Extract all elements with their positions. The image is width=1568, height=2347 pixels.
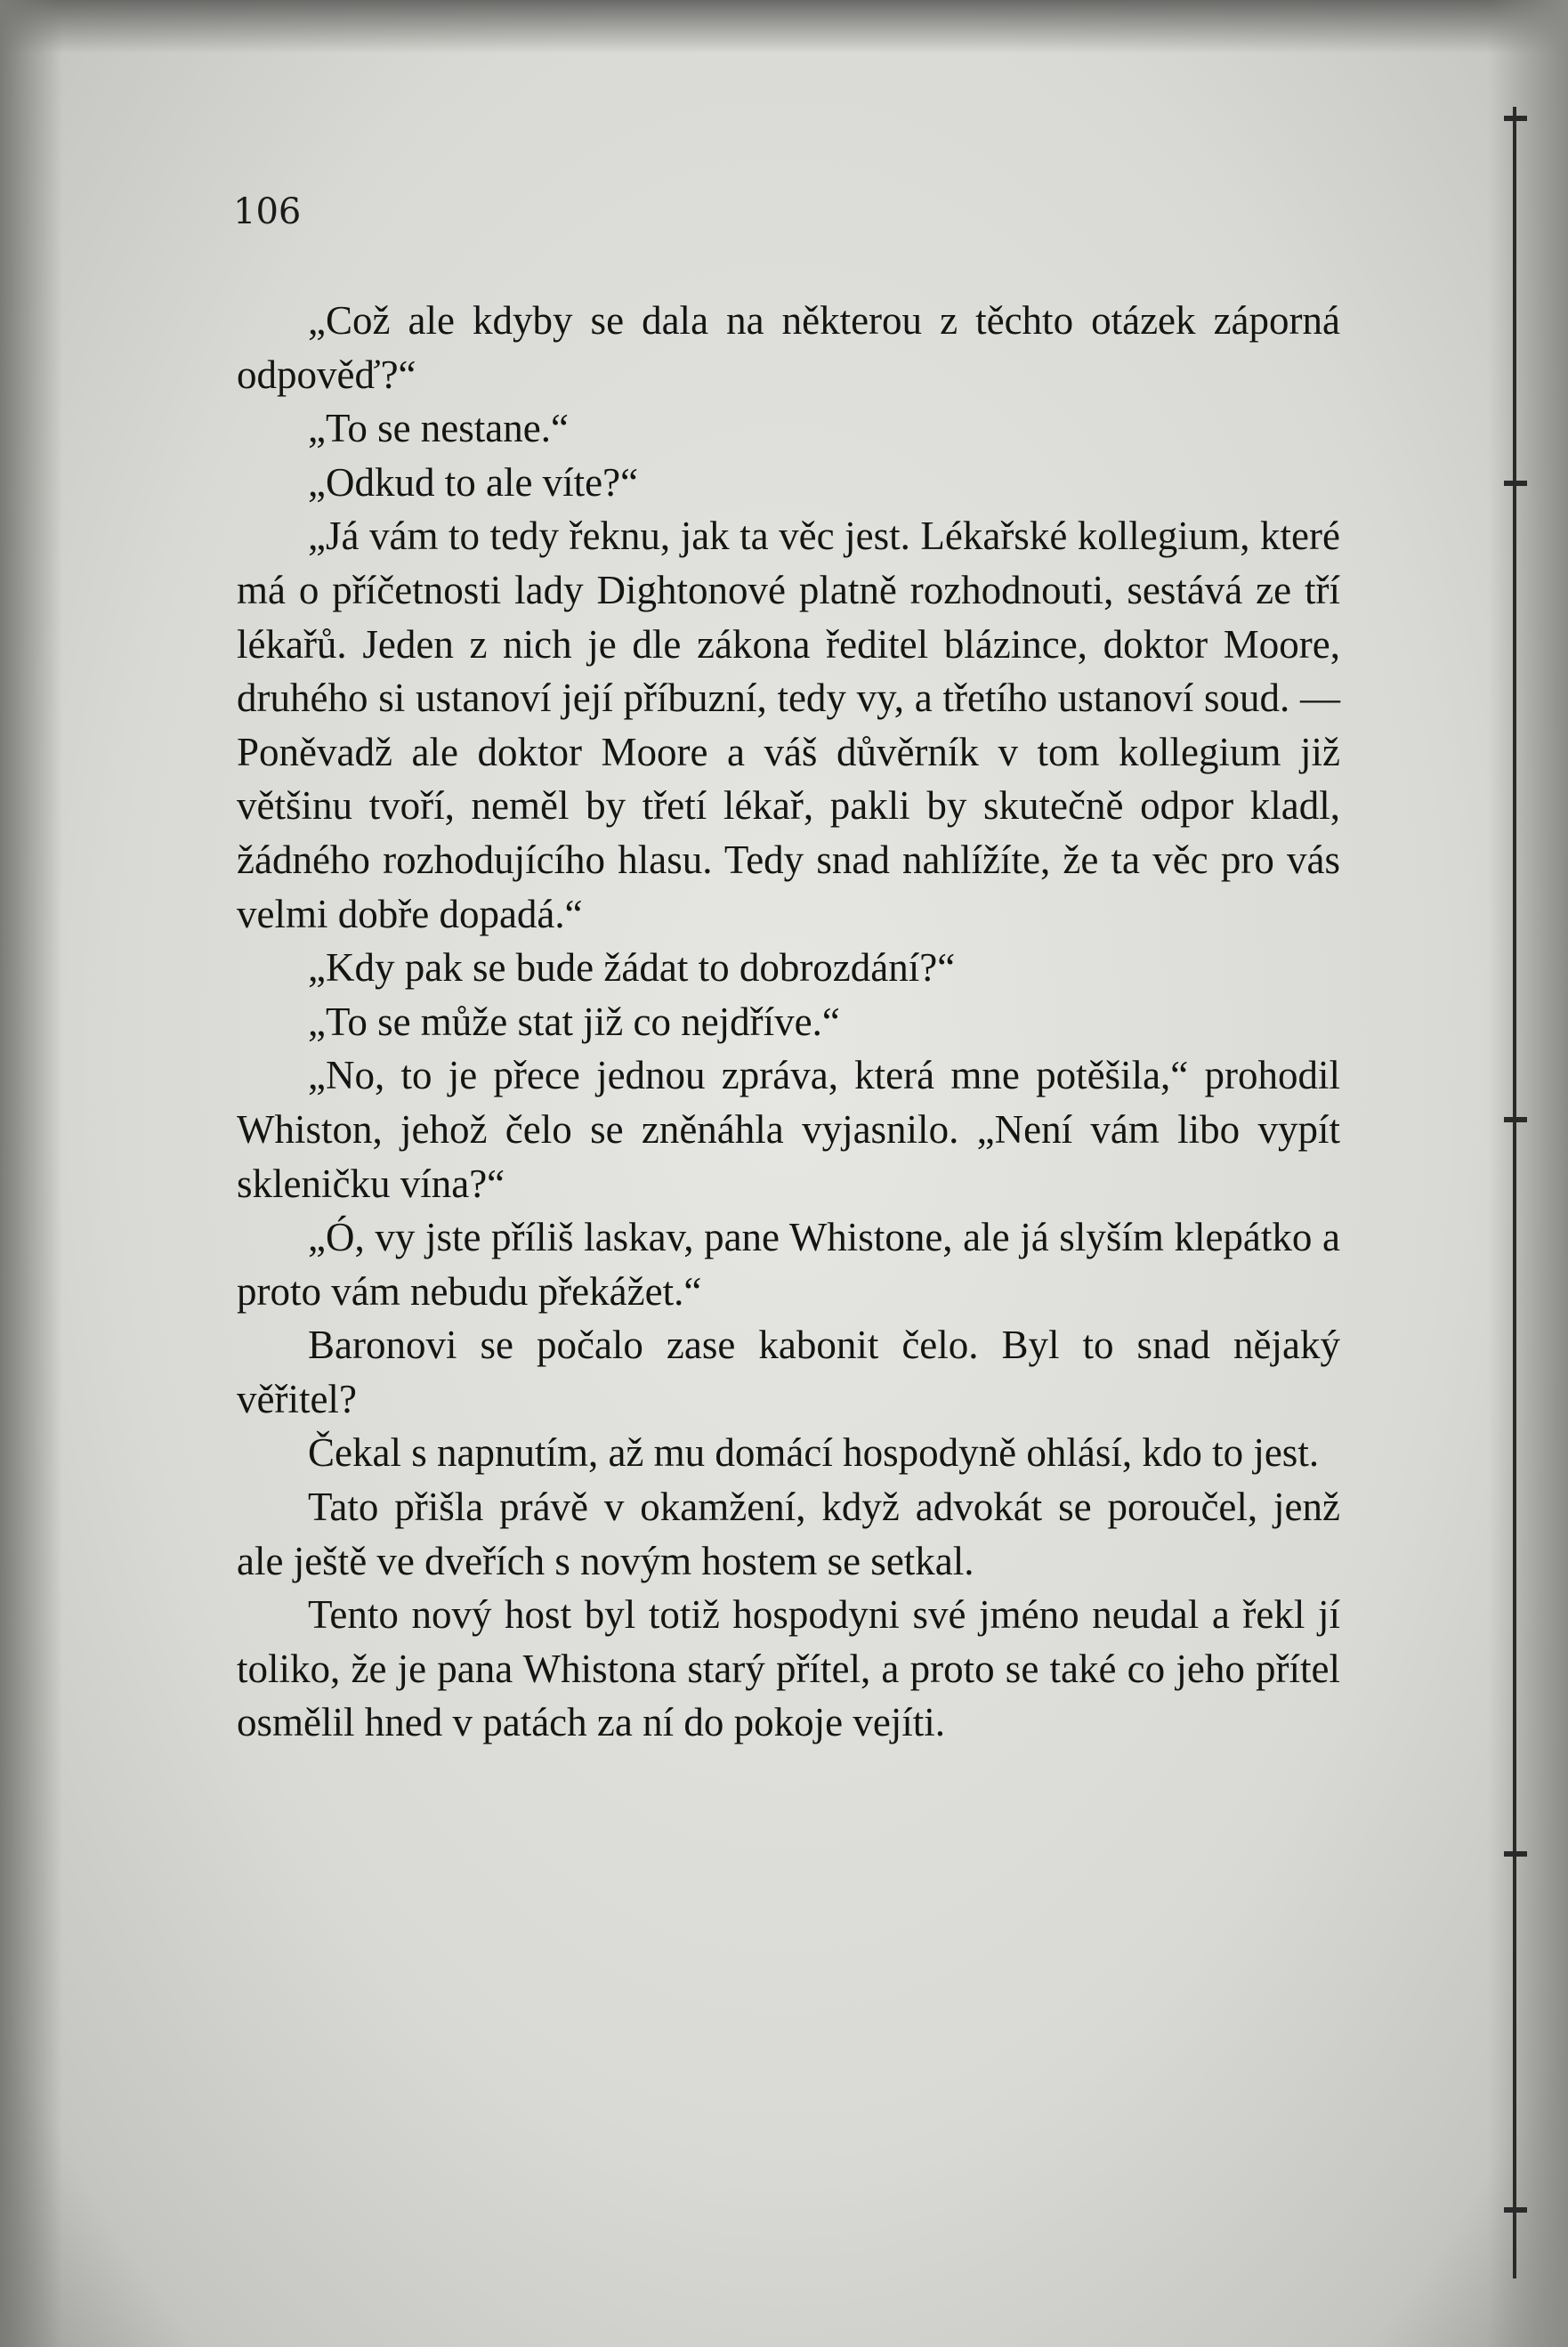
binding-mark: [1504, 116, 1527, 121]
paragraph: Tento nový host byl totiž hospodyni své jméno neudal a řekl jí toliko, že je pana Whistona starý přítel, a proto se také co jeho přítel osmělil hned v patách za ní do pokoje vejíti.: [237, 1592, 1340, 1745]
paragraph: „Kdy pak se bude žádat to dobrozdání?“: [308, 945, 956, 991]
binding-edge: [1513, 107, 1516, 2278]
body-text: [237, 294, 1340, 1750]
page-number: 106: [233, 191, 302, 232]
binding-mark: [1504, 1851, 1527, 1857]
paragraph: Čekal s napnutím, až mu domácí hospodyně ohlásí, kdo to jest.: [308, 1430, 1320, 1476]
paragraph: „No, to je přece jednou zpráva, která mne potěšila,“ prohodil Whiston, jehož čelo se zněnáhla vyjasnilo. „Není vám libo vypít skleničku vína?“: [237, 1053, 1340, 1206]
paragraph: „To se může stat již co nejdříve.“: [308, 999, 840, 1044]
paragraph: Tato přišla právě v okamžení, když advokát se poroučel, jenž ale ještě ve dveřích s novým hostem se setkal.: [237, 1485, 1340, 1583]
binding-mark: [1504, 2207, 1527, 2213]
binding-mark: [1504, 481, 1527, 486]
paragraph: „Ó, vy jste příliš laskav, pane Whistone, ale já slyším klepátko a proto vám nebudu překážet.“: [237, 1215, 1340, 1314]
paragraph: „Odkud to ale víte?“: [308, 459, 639, 505]
paragraph: „Já vám to tedy řeknu, jak ta věc jest. Lékařské kollegium, které má o příčetnosti lady Dightonové platně rozhodnouti, sestává ze tří lékařů. Jeden z nich je dle zákona ředitel blázince, doktor Moore, druhého si ustanoví její příbuzní, tedy vy, a třetího ustanoví soud. — Poněvadž ale doktor Moore a váš důvěrník v tom kollegium již většinu tvoří, neměl by třetí lékař, pakli by skutečně odpor kladl, žádného rozhodujícího hlasu. Tedy snad nahlížíte, že ta věc pro vás velmi dobře dopadá.“: [237, 514, 1340, 936]
scan-shadow-right: [1488, 0, 1568, 2347]
paragraph: „To se nestane.“: [308, 406, 569, 451]
binding-mark: [1504, 1117, 1527, 1122]
scan-shadow-top: [0, 0, 1568, 53]
paragraph: Baronovi se počalo zase kabonit čelo. Byl to snad nějaký věřitel?: [237, 1323, 1340, 1421]
scan-shadow-left: [0, 0, 62, 2347]
paragraph: „Což ale kdyby se dala na některou z těchto otázek záporná odpověď?“: [237, 298, 1340, 397]
